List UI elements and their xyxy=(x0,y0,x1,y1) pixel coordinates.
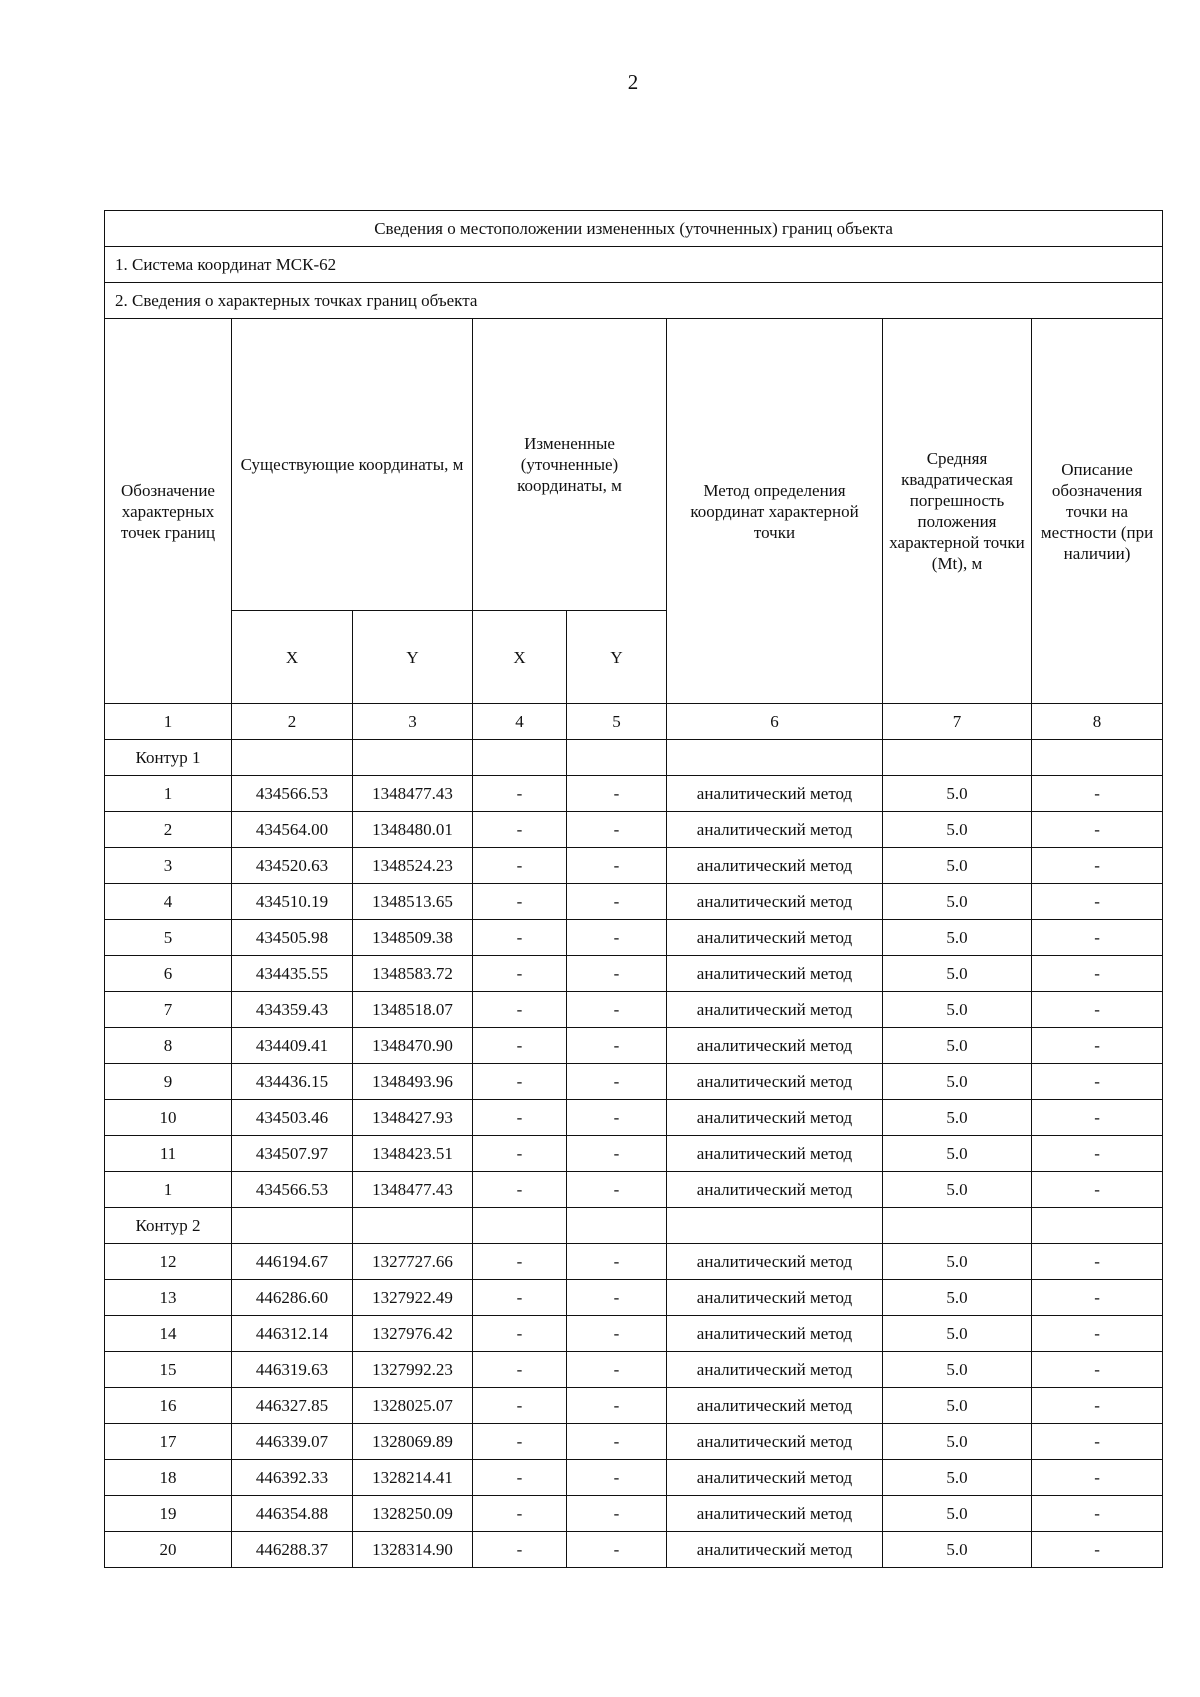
existing-x: 446319.63 xyxy=(232,1352,353,1388)
description: - xyxy=(1032,992,1163,1028)
changed-y: - xyxy=(567,1100,667,1136)
header-existing-x: X xyxy=(232,611,353,704)
changed-x: - xyxy=(473,920,567,956)
existing-x: 446288.37 xyxy=(232,1532,353,1568)
existing-y: 1348427.93 xyxy=(353,1100,473,1136)
points-section-row xyxy=(105,283,1163,319)
header-changed-x: X xyxy=(473,611,567,704)
method: аналитический метод xyxy=(667,776,883,812)
point-number: 3 xyxy=(105,848,232,884)
description: - xyxy=(1032,1496,1163,1532)
method: аналитический метод xyxy=(667,1064,883,1100)
method: аналитический метод xyxy=(667,1388,883,1424)
table-row xyxy=(105,1352,1163,1388)
method: аналитический метод xyxy=(667,1460,883,1496)
point-number: 4 xyxy=(105,884,232,920)
method: аналитический метод xyxy=(667,992,883,1028)
mt-error: 5.0 xyxy=(883,1028,1032,1064)
table-row xyxy=(105,956,1163,992)
existing-y: 1328025.07 xyxy=(353,1388,473,1424)
description: - xyxy=(1032,1316,1163,1352)
table-row xyxy=(105,848,1163,884)
mt-error: 5.0 xyxy=(883,1352,1032,1388)
existing-y: 1348524.23 xyxy=(353,848,473,884)
contour-header-row xyxy=(105,1208,1163,1244)
header-existing: Существующие координаты, м xyxy=(232,319,473,611)
mt-error: 5.0 xyxy=(883,1244,1032,1280)
existing-x: 434507.97 xyxy=(232,1136,353,1172)
changed-y: - xyxy=(567,920,667,956)
point-number: 17 xyxy=(105,1424,232,1460)
method: аналитический метод xyxy=(667,812,883,848)
existing-x: 434435.55 xyxy=(232,956,353,992)
method: аналитический метод xyxy=(667,920,883,956)
point-number: 10 xyxy=(105,1100,232,1136)
empty-cell xyxy=(667,1208,883,1244)
existing-y: 1348477.43 xyxy=(353,1172,473,1208)
empty-cell xyxy=(1032,1208,1163,1244)
changed-y: - xyxy=(567,992,667,1028)
changed-x: - xyxy=(473,1316,567,1352)
description: - xyxy=(1032,1388,1163,1424)
changed-y: - xyxy=(567,1244,667,1280)
column-number: 8 xyxy=(1032,704,1163,740)
point-number: 16 xyxy=(105,1388,232,1424)
table-row xyxy=(105,812,1163,848)
changed-y: - xyxy=(567,1028,667,1064)
existing-y: 1348583.72 xyxy=(353,956,473,992)
point-number: 6 xyxy=(105,956,232,992)
points-section-title: 2. Сведения о характерных точках границ объекта xyxy=(105,283,1163,319)
changed-x: - xyxy=(473,1352,567,1388)
mt-error: 5.0 xyxy=(883,992,1032,1028)
changed-x: - xyxy=(473,1496,567,1532)
table-row xyxy=(105,992,1163,1028)
table-row xyxy=(105,1136,1163,1172)
description: - xyxy=(1032,1064,1163,1100)
point-number: 15 xyxy=(105,1352,232,1388)
column-number: 1 xyxy=(105,704,232,740)
changed-y: - xyxy=(567,1496,667,1532)
table-row xyxy=(105,1316,1163,1352)
header-point: Обозначение характерных точек границ xyxy=(105,319,232,704)
table-row xyxy=(105,1460,1163,1496)
empty-cell xyxy=(232,740,353,776)
point-number: 7 xyxy=(105,992,232,1028)
table-row xyxy=(105,920,1163,956)
contour-label: Контур 1 xyxy=(105,740,232,776)
changed-y: - xyxy=(567,956,667,992)
column-number: 2 xyxy=(232,704,353,740)
changed-x: - xyxy=(473,1028,567,1064)
existing-x: 434520.63 xyxy=(232,848,353,884)
table-row xyxy=(105,1172,1163,1208)
mt-error: 5.0 xyxy=(883,1532,1032,1568)
point-number: 13 xyxy=(105,1280,232,1316)
existing-y: 1328250.09 xyxy=(353,1496,473,1532)
mt-error: 5.0 xyxy=(883,1316,1032,1352)
empty-cell xyxy=(567,1208,667,1244)
existing-x: 434566.53 xyxy=(232,1172,353,1208)
description: - xyxy=(1032,1352,1163,1388)
point-number: 12 xyxy=(105,1244,232,1280)
existing-x: 446194.67 xyxy=(232,1244,353,1280)
point-number: 19 xyxy=(105,1496,232,1532)
method: аналитический метод xyxy=(667,956,883,992)
mt-error: 5.0 xyxy=(883,920,1032,956)
existing-y: 1348470.90 xyxy=(353,1028,473,1064)
mt-error: 5.0 xyxy=(883,1280,1032,1316)
existing-y: 1348518.07 xyxy=(353,992,473,1028)
table-row xyxy=(105,1244,1163,1280)
changed-y: - xyxy=(567,884,667,920)
empty-cell xyxy=(232,1208,353,1244)
existing-x: 434510.19 xyxy=(232,884,353,920)
empty-cell xyxy=(353,740,473,776)
point-number: 14 xyxy=(105,1316,232,1352)
changed-y: - xyxy=(567,1352,667,1388)
description: - xyxy=(1032,956,1163,992)
existing-y: 1348480.01 xyxy=(353,812,473,848)
empty-cell xyxy=(473,740,567,776)
existing-y: 1327992.23 xyxy=(353,1352,473,1388)
changed-x: - xyxy=(473,1172,567,1208)
changed-x: - xyxy=(473,1100,567,1136)
existing-x: 434566.53 xyxy=(232,776,353,812)
column-numbers-row xyxy=(105,704,1163,740)
description: - xyxy=(1032,1028,1163,1064)
changed-y: - xyxy=(567,848,667,884)
method: аналитический метод xyxy=(667,1352,883,1388)
existing-x: 446286.60 xyxy=(232,1280,353,1316)
changed-y: - xyxy=(567,1460,667,1496)
existing-y: 1348493.96 xyxy=(353,1064,473,1100)
changed-x: - xyxy=(473,848,567,884)
existing-y: 1348509.38 xyxy=(353,920,473,956)
existing-y: 1348423.51 xyxy=(353,1136,473,1172)
existing-x: 446339.07 xyxy=(232,1424,353,1460)
mt-error: 5.0 xyxy=(883,1100,1032,1136)
method: аналитический метод xyxy=(667,1172,883,1208)
method: аналитический метод xyxy=(667,848,883,884)
table-row xyxy=(105,1064,1163,1100)
description: - xyxy=(1032,1460,1163,1496)
changed-x: - xyxy=(473,1460,567,1496)
point-number: 20 xyxy=(105,1532,232,1568)
point-number: 11 xyxy=(105,1136,232,1172)
existing-x: 434436.15 xyxy=(232,1064,353,1100)
changed-x: - xyxy=(473,1136,567,1172)
method: аналитический метод xyxy=(667,1244,883,1280)
column-number: 6 xyxy=(667,704,883,740)
changed-x: - xyxy=(473,1244,567,1280)
description: - xyxy=(1032,1424,1163,1460)
empty-cell xyxy=(667,740,883,776)
description: - xyxy=(1032,1100,1163,1136)
header-row xyxy=(105,319,1163,611)
point-number: 1 xyxy=(105,776,232,812)
existing-x: 446312.14 xyxy=(232,1316,353,1352)
changed-y: - xyxy=(567,776,667,812)
changed-x: - xyxy=(473,776,567,812)
description: - xyxy=(1032,1244,1163,1280)
description: - xyxy=(1032,920,1163,956)
method: аналитический метод xyxy=(667,1424,883,1460)
mt-error: 5.0 xyxy=(883,1064,1032,1100)
coordinate-system-row xyxy=(105,247,1163,283)
description: - xyxy=(1032,1532,1163,1568)
empty-cell xyxy=(353,1208,473,1244)
column-number: 7 xyxy=(883,704,1032,740)
column-number: 5 xyxy=(567,704,667,740)
mt-error: 5.0 xyxy=(883,812,1032,848)
changed-y: - xyxy=(567,1136,667,1172)
existing-y: 1328069.89 xyxy=(353,1424,473,1460)
changed-x: - xyxy=(473,1388,567,1424)
changed-x: - xyxy=(473,812,567,848)
contour-header-row xyxy=(105,740,1163,776)
changed-x: - xyxy=(473,1532,567,1568)
existing-x: 434564.00 xyxy=(232,812,353,848)
changed-x: - xyxy=(473,1064,567,1100)
description: - xyxy=(1032,884,1163,920)
method: аналитический метод xyxy=(667,1496,883,1532)
changed-y: - xyxy=(567,1172,667,1208)
existing-x: 446327.85 xyxy=(232,1388,353,1424)
existing-x: 434359.43 xyxy=(232,992,353,1028)
method: аналитический метод xyxy=(667,1280,883,1316)
mt-error: 5.0 xyxy=(883,1424,1032,1460)
existing-y: 1327976.42 xyxy=(353,1316,473,1352)
mt-error: 5.0 xyxy=(883,1136,1032,1172)
header-existing-y: Y xyxy=(353,611,473,704)
point-number: 5 xyxy=(105,920,232,956)
table-title: Сведения о местоположении измененных (уточненных) границ объекта xyxy=(105,211,1163,247)
table-row xyxy=(105,884,1163,920)
empty-cell xyxy=(883,740,1032,776)
column-number: 4 xyxy=(473,704,567,740)
description: - xyxy=(1032,812,1163,848)
method: аналитический метод xyxy=(667,1028,883,1064)
existing-y: 1348513.65 xyxy=(353,884,473,920)
description: - xyxy=(1032,1136,1163,1172)
description: - xyxy=(1032,848,1163,884)
changed-y: - xyxy=(567,1388,667,1424)
existing-x: 434505.98 xyxy=(232,920,353,956)
existing-y: 1328314.90 xyxy=(353,1532,473,1568)
empty-cell xyxy=(567,740,667,776)
table-row xyxy=(105,1028,1163,1064)
column-number: 3 xyxy=(353,704,473,740)
mt-error: 5.0 xyxy=(883,848,1032,884)
existing-x: 446354.88 xyxy=(232,1496,353,1532)
changed-y: - xyxy=(567,1064,667,1100)
existing-y: 1327922.49 xyxy=(353,1280,473,1316)
mt-error: 5.0 xyxy=(883,776,1032,812)
table-row xyxy=(105,1388,1163,1424)
changed-x: - xyxy=(473,992,567,1028)
mt-error: 5.0 xyxy=(883,1460,1032,1496)
table-row xyxy=(105,776,1163,812)
point-number: 2 xyxy=(105,812,232,848)
table-row xyxy=(105,1280,1163,1316)
changed-y: - xyxy=(567,1316,667,1352)
contour-label: Контур 2 xyxy=(105,1208,232,1244)
description: - xyxy=(1032,1172,1163,1208)
table-row xyxy=(105,1100,1163,1136)
existing-x: 446392.33 xyxy=(232,1460,353,1496)
empty-cell xyxy=(473,1208,567,1244)
header-changed-y: Y xyxy=(567,611,667,704)
header-description: Описание обозначения точки на местности (при наличии) xyxy=(1032,319,1163,704)
existing-y: 1348477.43 xyxy=(353,776,473,812)
mt-error: 5.0 xyxy=(883,1388,1032,1424)
table-row xyxy=(105,1532,1163,1568)
point-number: 1 xyxy=(105,1172,232,1208)
changed-y: - xyxy=(567,1280,667,1316)
changed-y: - xyxy=(567,1532,667,1568)
method: аналитический метод xyxy=(667,1532,883,1568)
method: аналитический метод xyxy=(667,1136,883,1172)
table-row xyxy=(105,1424,1163,1460)
changed-x: - xyxy=(473,1424,567,1460)
method: аналитический метод xyxy=(667,1100,883,1136)
mt-error: 5.0 xyxy=(883,1172,1032,1208)
existing-y: 1328214.41 xyxy=(353,1460,473,1496)
table-row xyxy=(105,1496,1163,1532)
point-number: 18 xyxy=(105,1460,232,1496)
point-number: 8 xyxy=(105,1028,232,1064)
method: аналитический метод xyxy=(667,1316,883,1352)
header-changed: Измененные (уточненные) координаты, м xyxy=(473,319,667,611)
changed-y: - xyxy=(567,1424,667,1460)
coordinate-system: 1. Система координат МСК-62 xyxy=(105,247,1163,283)
coordinates-table xyxy=(104,210,1163,1568)
empty-cell xyxy=(1032,740,1163,776)
empty-cell xyxy=(883,1208,1032,1244)
method: аналитический метод xyxy=(667,884,883,920)
mt-error: 5.0 xyxy=(883,1496,1032,1532)
mt-error: 5.0 xyxy=(883,884,1032,920)
changed-x: - xyxy=(473,956,567,992)
header-method: Метод определения координат характерной точки xyxy=(667,319,883,704)
changed-x: - xyxy=(473,1280,567,1316)
changed-x: - xyxy=(473,884,567,920)
existing-y: 1327727.66 xyxy=(353,1244,473,1280)
header-error: Средняя квадратическая погрешность положения характерной точки (Mt), м xyxy=(883,319,1032,704)
existing-x: 434503.46 xyxy=(232,1100,353,1136)
description: - xyxy=(1032,776,1163,812)
title-row xyxy=(105,211,1163,247)
description: - xyxy=(1032,1280,1163,1316)
page-number: 2 xyxy=(627,70,639,94)
mt-error: 5.0 xyxy=(883,956,1032,992)
changed-y: - xyxy=(567,812,667,848)
point-number: 9 xyxy=(105,1064,232,1100)
existing-x: 434409.41 xyxy=(232,1028,353,1064)
